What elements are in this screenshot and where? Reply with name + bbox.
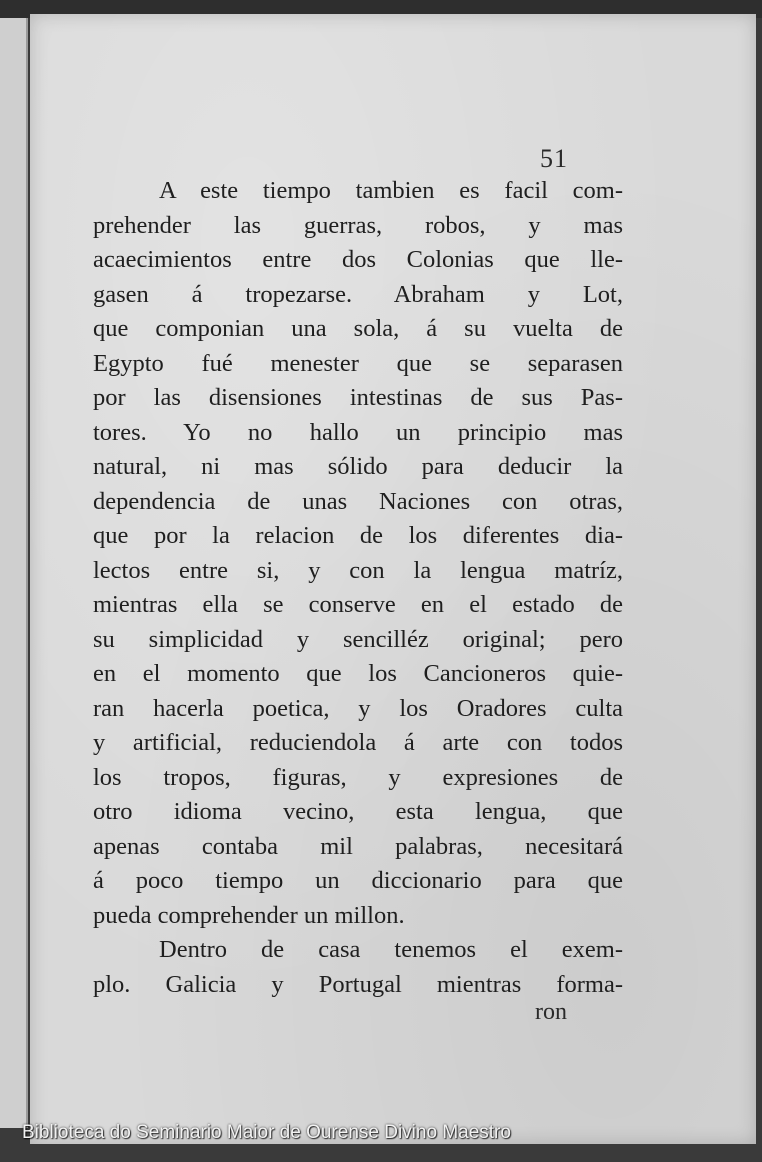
- text-line: á poco tiempo un diccionario para que: [93, 867, 623, 894]
- text-line: Dentro de casa tenemos el exem-: [159, 936, 623, 963]
- text-line: su simplicidad y sencilléz original; pero: [93, 625, 623, 653]
- text-line: por las disensiones intestinas de sus Pas-: [93, 384, 623, 411]
- library-watermark: Biblioteca do Seminario Maior de Ourense Divino Maestro: [22, 1122, 511, 1143]
- text-line: apenas contaba mil palabras, necesitará: [93, 832, 623, 860]
- text-line: acaecimientos entre dos Colonias que lle-: [93, 246, 623, 273]
- text-line: Egypto fué menester que se separasen: [93, 349, 623, 377]
- text-line: mientras ella se conserve en el estado de: [93, 591, 623, 618]
- facing-page-edge: [0, 18, 28, 1128]
- text-line: y artificial, reduciendola á arte con todos: [93, 729, 623, 756]
- text-line: prehender las guerras, robos, y mas: [93, 211, 623, 239]
- paragraph-1: [93, 174, 623, 933]
- text-line: gasen á tropezarse. Abraham y Lot,: [93, 280, 623, 308]
- text-line: ran hacerla poetica, y los Oradores culta: [93, 694, 623, 722]
- page-number: 51: [540, 144, 568, 173]
- text-line: natural, ni mas sólido para deducir la: [93, 453, 623, 480]
- text-line: pueda comprehender un millon.: [93, 901, 405, 929]
- body-text: [93, 174, 623, 1002]
- paragraph-2: [93, 933, 623, 1002]
- book-page: [30, 14, 756, 1144]
- text-line: que por la relacion de los diferentes dia-: [93, 522, 623, 549]
- text-line: dependencia de unas Naciones con otras,: [93, 487, 623, 515]
- text-line: en el momento que los Cancioneros quie-: [93, 660, 623, 687]
- text-line: lectos entre si, y con la lengua matríz,: [93, 556, 623, 584]
- text-line: plo. Galicia y Portugal mientras forma-: [93, 970, 623, 998]
- text-line: A este tiempo tambien es facil com-: [159, 177, 623, 204]
- text-line: los tropos, figuras, y expresiones de: [93, 763, 623, 791]
- text-line: tores. Yo no hallo un principio mas: [93, 418, 623, 446]
- text-line: que componian una sola, á su vuelta de: [93, 315, 623, 342]
- catchword: ron: [535, 999, 567, 1025]
- text-line: otro idioma vecino, esta lengua, que: [93, 798, 623, 825]
